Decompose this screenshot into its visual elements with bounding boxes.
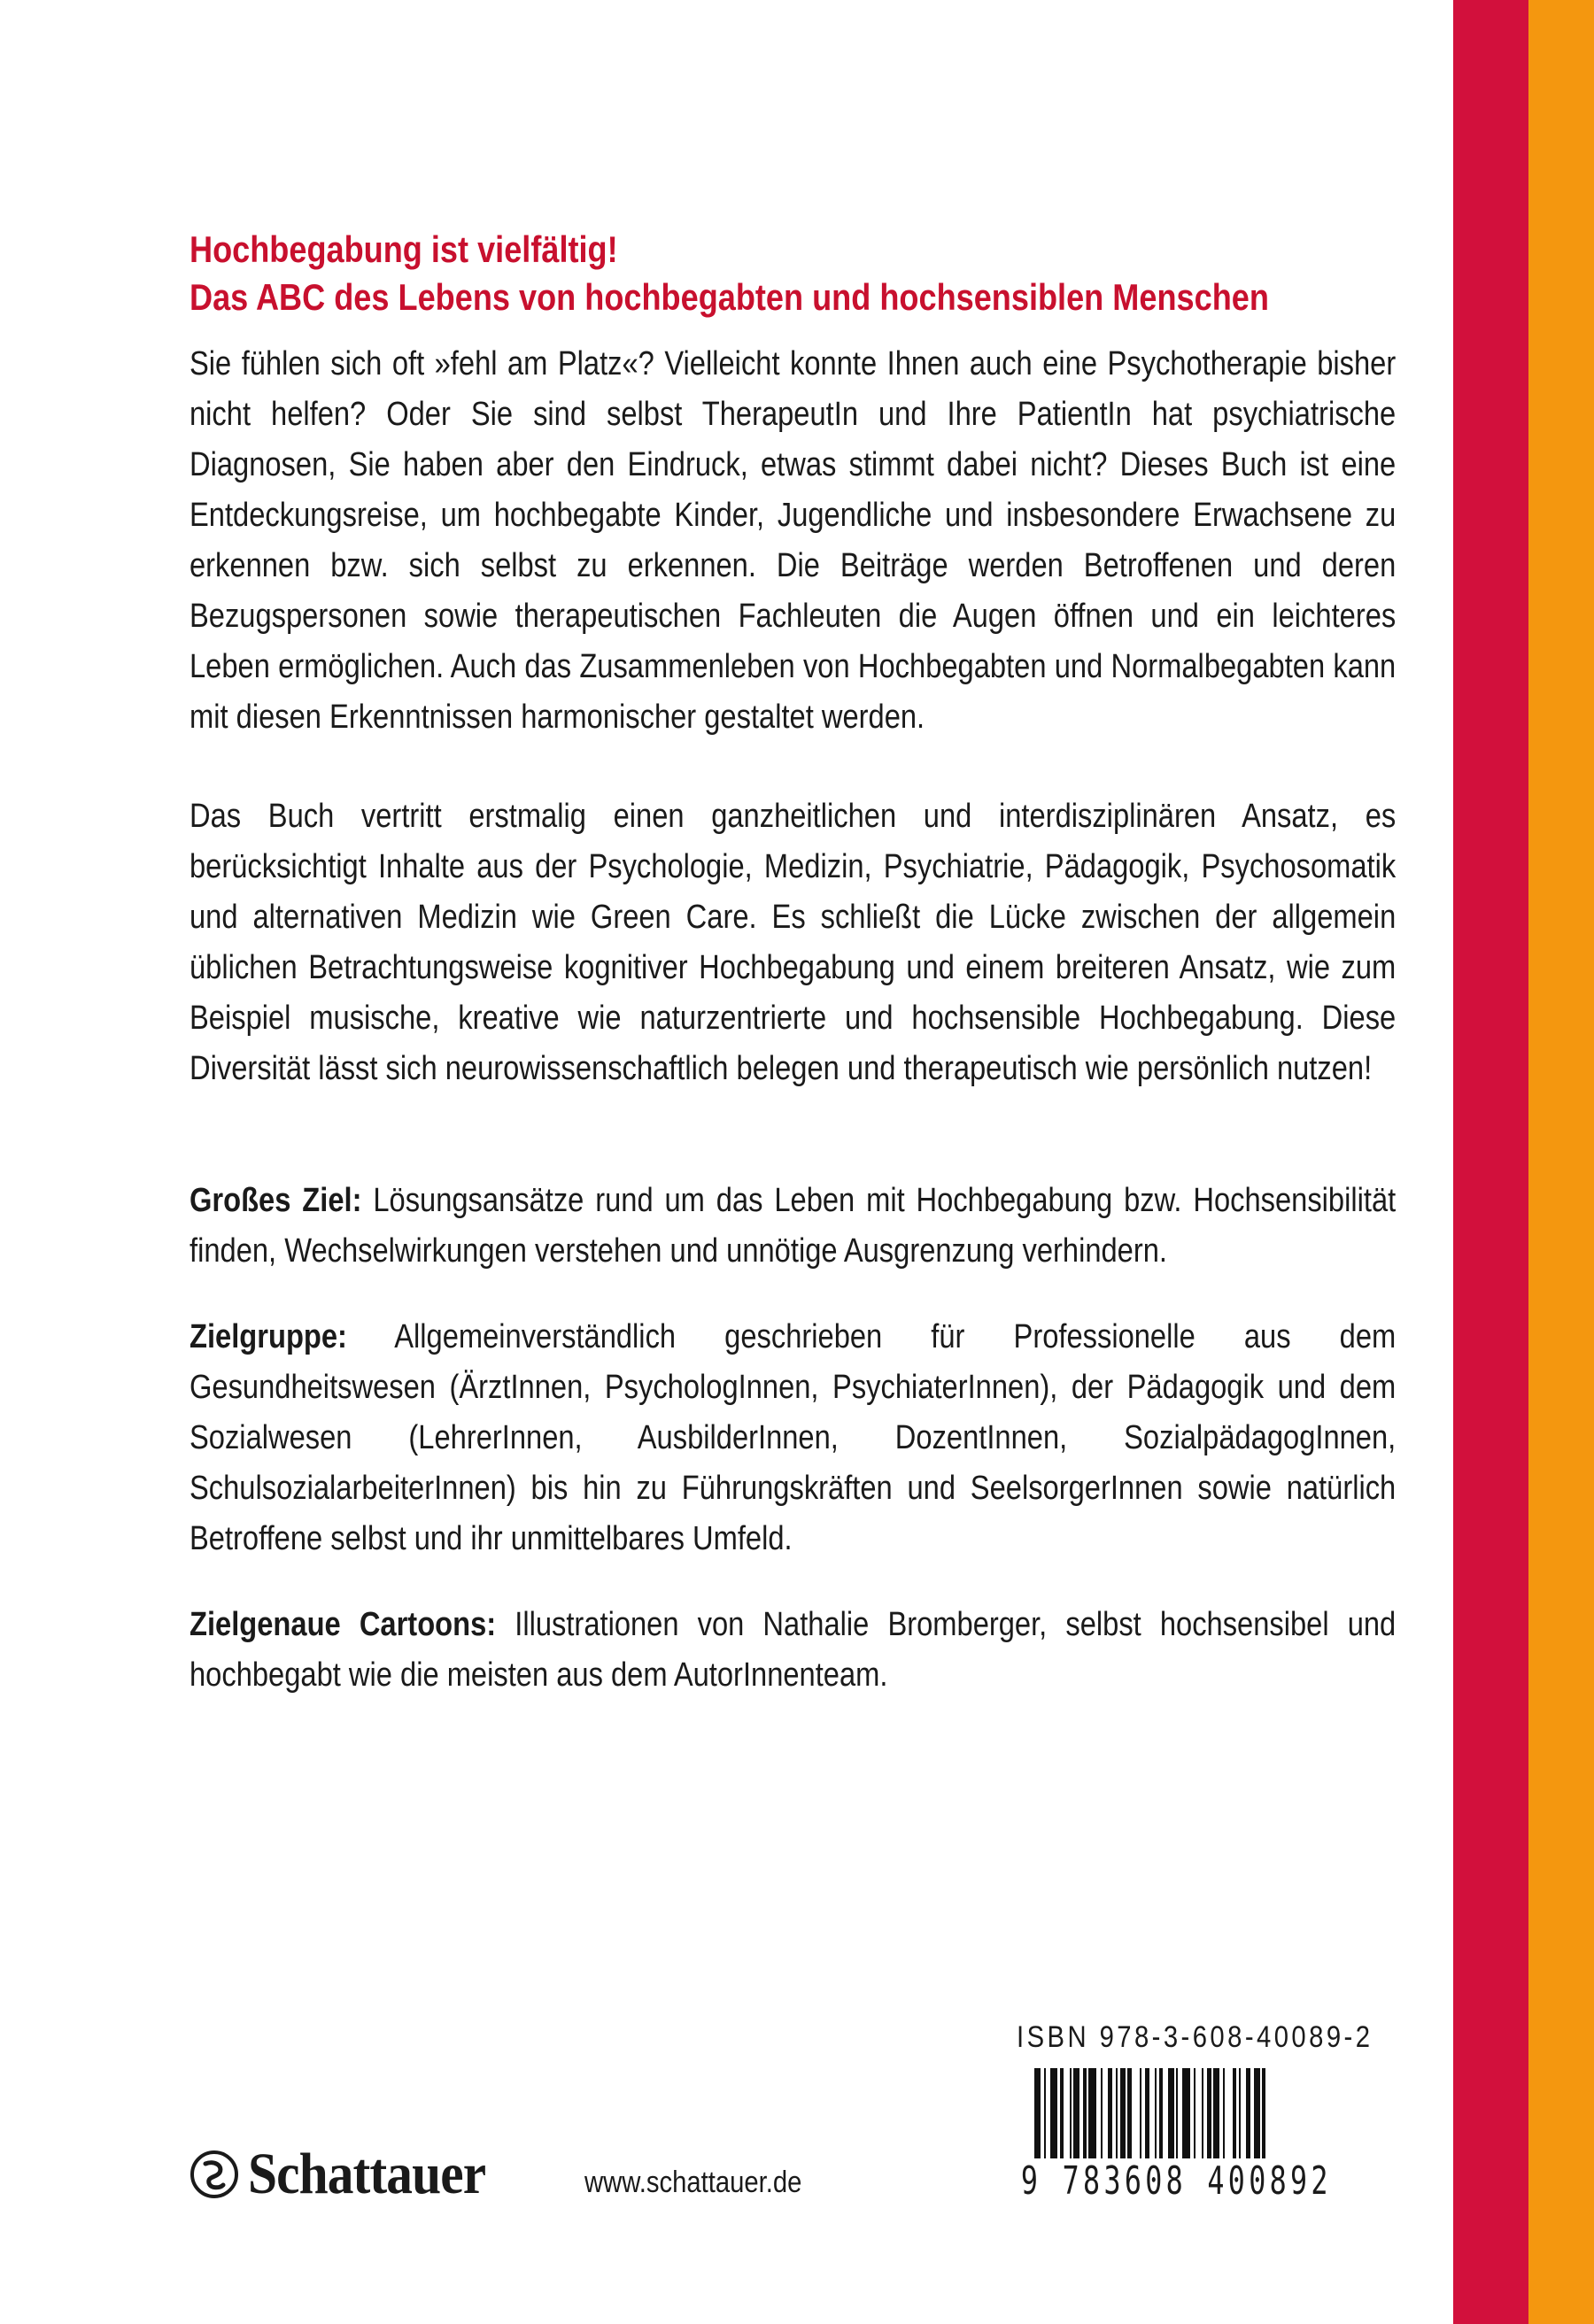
cartoons-paragraph xyxy=(190,1600,1396,1701)
approach-paragraph: Das Buch vertritt erstmalig einen ganzheitlichen und interdisziplinären Ansatz, es berücksichtigt Inhalte aus der Psychologie, Medizin, Psychiatrie, Pädagogik, Psychosomatik und alternativen Medizin wie Green Care. Es schließt die Lücke zwischen der allgemein üblichen Betrachtungsweise kognitiver Hochbegabung und einem breiteren Ansatz, wie zum Beispiel musische, kreative wie naturzentrierte und hochsensible Hochbegabung. Diese Diversität lässt sich neurowissenschaftlich belegen und therapeutisch wie persönlich nutzen! xyxy=(190,798,1397,1087)
headline xyxy=(190,226,1269,321)
cartoons-text: Illustrationen von Nathalie Bromberger, selbst hochsensibel und hochbegabt wie die meisten aus dem AutorInnenteam. xyxy=(190,1606,1397,1694)
spine-stripe-red xyxy=(1453,0,1528,2324)
publisher-name: Schattauer xyxy=(248,2142,486,2206)
audience-paragraph xyxy=(190,1312,1396,1564)
isbn-label: ISBN 978-3-608-40089-2 xyxy=(1017,2020,1373,2054)
audience-text: Allgemeinverständlich geschrieben für Professionelle aus dem Gesundheitswesen (ÄrztInnen, PsychologInnen, PsychiaterInnen), der Pädagogik und dem Sozialwesen (LehrerInnen, AusbilderInnen, DozentInnen, SozialpädagogInnen, SchulsozialarbeiterInnen) bis hin zu Führungskräften und SeelsorgerInnen sowie natürlich Betroffene selbst und ihr unmittelbares Umfeld. xyxy=(190,1318,1397,1557)
audience-label: Zielgruppe: xyxy=(190,1318,347,1355)
goal-label: Großes Ziel: xyxy=(190,1182,362,1219)
goal-text: Lösungsansätze rund um das Leben mit Hochbegabung bzw. Hochsensibilität finden, Wechselwirkungen verstehen und unnötige Ausgrenzung verhindern. xyxy=(190,1182,1397,1270)
publisher-logo xyxy=(190,2141,512,2208)
spine-stripe-orange xyxy=(1528,0,1594,2324)
barcode-digits: 9 783608 400892 xyxy=(1018,2158,1335,2204)
back-cover-text xyxy=(190,226,1396,1701)
goal-paragraph xyxy=(190,1176,1396,1277)
headline-line-2: Das ABC des Lebens von hochbegabten und hochsensiblen Menschen xyxy=(190,276,1269,318)
publisher-website: www.schattauer.de xyxy=(584,2166,802,2199)
cartoons-label: Zielgenaue Cartoons: xyxy=(190,1606,497,1643)
publisher-emblem-icon xyxy=(190,2150,239,2199)
intro-paragraph: Sie fühlen sich oft »fehl am Platz«? Vielleicht konnte Ihnen auch eine Psychotherapie bisher nicht helfen? Oder Sie sind selbst TherapeutIn und Ihre PatientIn hat psychiatrische Diagnosen, Sie haben aber den Eindruck, etwas stimmt dabei nicht? Dieses Buch ist eine Entdeckungsreise, um hochbegabte Kinder, Jugendliche und insbesondere Erwachsene zu erkennen bzw. sich selbst zu erkennen. Die Beiträge werden Betroffenen und deren Bezugspersonen sowie therapeutischen Fachleuten die Augen öffnen und ein leichteres Leben ermöglichen. Auch das Zusammenleben von Hochbegabten und Normalbegabten kann mit diesen Erkenntnissen harmonischer gestaltet werden. xyxy=(190,345,1397,736)
headline-line-1: Hochbegabung ist vielfältig! xyxy=(190,228,618,270)
